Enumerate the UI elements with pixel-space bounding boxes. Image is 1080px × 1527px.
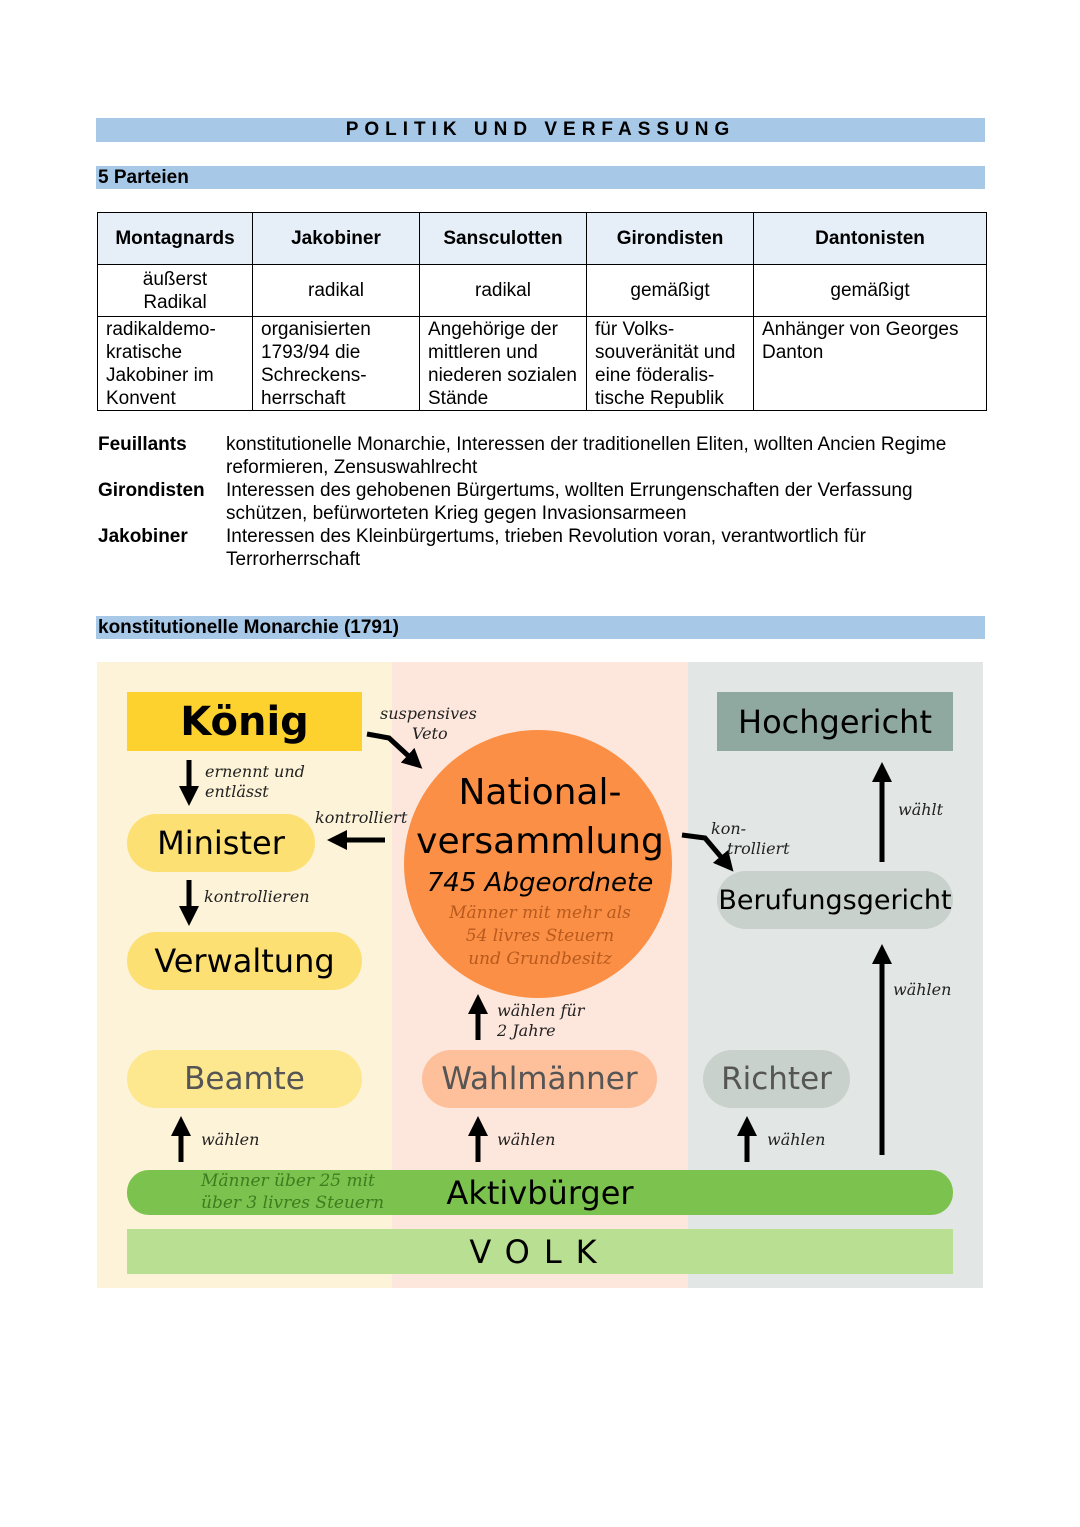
label-kontrollieren: kontrollieren <box>204 887 310 906</box>
richter-box <box>703 1050 850 1108</box>
label-kon-line: trolliert <box>727 839 790 858</box>
label-waehlen-fuer-line: 2 Jahre <box>497 1021 556 1040</box>
verwaltung-box <box>127 932 362 990</box>
label-ernennt-line: entlässt <box>205 782 269 801</box>
definition-text: Interessen des Kleinbürgertums, trieben Revolution voran, verantwortlich für Terrorherrschaft <box>226 526 866 570</box>
hochgericht-box <box>717 692 953 751</box>
section-bar-parteien <box>96 166 985 189</box>
aktivbuerger-info <box>201 1170 384 1214</box>
label-ernennt <box>205 762 305 802</box>
table-cell: gemäßigt <box>587 265 754 317</box>
table-header: Jakobiner <box>253 213 420 265</box>
definition-term: Girondisten <box>98 480 205 501</box>
table-header: Montagnards <box>98 213 253 265</box>
label-waehlen-beamte: wählen <box>201 1130 260 1149</box>
definition-text: konstitutionelle Monarchie, Interessen der traditionellen Eliten, wollten Ancien Regime reformieren, Zensuswahlrecht <box>226 434 947 478</box>
table-row <box>98 317 987 411</box>
national-label-line: versammlung <box>416 820 664 862</box>
table-cell: radikal <box>420 265 587 317</box>
definition-item <box>98 525 978 571</box>
label-kontrolliert-gericht <box>711 819 790 859</box>
table-cell: Anhänger von Georges Danton <box>754 317 987 411</box>
table-cell: äußerst Radikal <box>98 265 253 317</box>
beamte-box <box>127 1050 362 1108</box>
abgeordnete-info-line: und Grundbesitz <box>468 949 612 969</box>
label-waehlt: wählt <box>898 800 944 819</box>
berufungsgericht-box <box>717 871 953 929</box>
minister-box <box>127 814 315 872</box>
national-label-line: National- <box>458 771 622 813</box>
table-cell: organisierten 1793/94 die Schreckens-herrschaft <box>253 317 420 411</box>
abgeordnete-info-line: Männer mit mehr als <box>449 903 631 923</box>
nationalversammlung-title-2 <box>392 819 688 863</box>
aktivbuerger-info-line: Männer über 25 mit <box>201 1171 375 1191</box>
table-header: Girondisten <box>587 213 754 265</box>
section-title-monarchie: konstitutionelle Monarchie (1791) <box>98 617 399 638</box>
label-kon-line: kon- <box>711 819 747 838</box>
table-cell: radikal <box>253 265 420 317</box>
label-waehlen-fuer-line: wählen für <box>497 1001 585 1020</box>
minister-label: Minister <box>157 824 285 862</box>
section-title-parteien: 5 Parteien <box>98 167 189 188</box>
wahlmaenner-label: Wahlmänner <box>441 1061 638 1097</box>
definition-term: Feuillants <box>98 434 187 455</box>
definition-item <box>98 479 978 525</box>
abgeordnete-text: 745 Abgeordnete <box>426 868 654 898</box>
table-header: Sansculotten <box>420 213 587 265</box>
title-bar <box>96 118 985 142</box>
abgeordnete-label <box>392 866 688 900</box>
definition-term: Jakobiner <box>98 526 188 547</box>
label-veto <box>380 704 477 744</box>
table-header-row <box>98 213 987 265</box>
label-veto-line: suspensives <box>380 704 477 723</box>
richter-label: Richter <box>721 1061 832 1097</box>
aktivbuerger-text: Aktivbürger <box>446 1173 634 1212</box>
label-kontrolliert: kontrolliert <box>315 808 408 827</box>
aktivbuerger-info-line: über 3 livres Steuern <box>201 1193 385 1213</box>
wahlmaenner-box <box>422 1050 657 1108</box>
label-waehlen-fuer <box>497 1001 584 1041</box>
koenig-label: König <box>180 698 309 745</box>
definition-text: Interessen des gehobenen Bürgertums, wollten Errungenschaften der Verfassung schützen, befürworteten Krieg gegen Invasionsarmeen <box>226 480 913 524</box>
table-cell: radikaldemo-kratische Jakobiner im Konvent <box>98 317 253 411</box>
table-cell: gemäßigt <box>754 265 987 317</box>
parties-table <box>97 212 987 411</box>
definition-item <box>98 433 978 479</box>
label-veto-line: Veto <box>412 724 448 743</box>
label-waehlen-berufung: wählen <box>893 980 952 999</box>
page-title: POLITIK UND VERFASSUNG <box>345 119 736 140</box>
table-cell: Angehörige der mittleren und niederen sozialen Stände <box>420 317 587 411</box>
beamte-label: Beamte <box>184 1061 305 1097</box>
section-bar-monarchie <box>96 616 985 639</box>
hochgericht-label: Hochgericht <box>738 702 932 741</box>
table-cell: für Volks-souveränität und eine föderalis-tische Republik <box>587 317 754 411</box>
table-row <box>98 265 987 317</box>
koenig-box <box>127 692 362 751</box>
abgeordnete-info-line: 54 livres Steuern <box>465 926 615 946</box>
label-ernennt-line: ernennt und <box>205 762 305 781</box>
aktivbuerger-label <box>392 1170 688 1215</box>
volk-bar <box>127 1229 953 1274</box>
label-waehlen-wahlmaenner: wählen <box>497 1130 556 1149</box>
abgeordnete-info <box>392 902 688 971</box>
constitution-diagram <box>97 662 983 1288</box>
table-header: Dantonisten <box>754 213 987 265</box>
volk-label: VOLK <box>469 1232 611 1271</box>
verwaltung-label: Verwaltung <box>154 942 335 980</box>
label-waehlen-richter: wählen <box>767 1130 826 1149</box>
nationalversammlung-title-1 <box>392 770 688 814</box>
definitions-list <box>98 433 978 571</box>
berufungsgericht-label: Berufungsgericht <box>718 884 952 916</box>
